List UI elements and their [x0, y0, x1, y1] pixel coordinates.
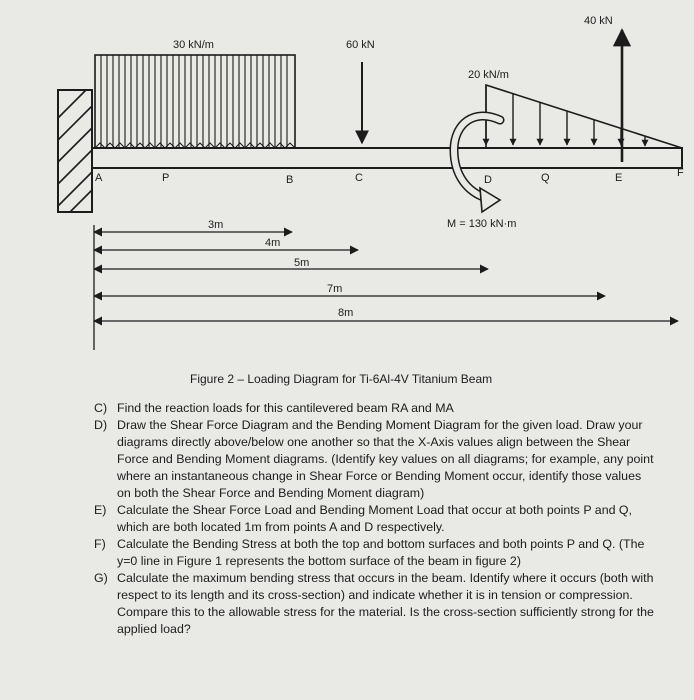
label-point-load-up: 40 kN: [584, 15, 613, 27]
question-text: Find the reaction loads for this cantilevered beam RA and MA: [117, 401, 454, 415]
beam: [92, 148, 682, 168]
label-point-load-down: 60 kN: [346, 39, 375, 51]
point-label-c: C: [355, 172, 363, 184]
question-letter: G): [94, 571, 108, 585]
question-text: Calculate the Bending Stress at both the top and bottom surfaces and both points P and Q. (The y=0 line in Figure 1 represents the bottom surface of the beam in figure 2): [117, 537, 645, 568]
point-label-f: F: [677, 167, 684, 179]
list-item: [94, 536, 654, 570]
question-text: Draw the Shear Force Diagram and the Bending Moment Diagram for the given load. Draw your diagrams directly above/below one another so that the X-Axis values align between the Shear Force and Bending Moment diagrams. (Identify key values on all diagrams; for example, any point where an instantaneous change in Shear Force or Bending Moment occur, identify those values on both the Shear Force and Bending Moment diagram): [117, 418, 654, 500]
list-item: [94, 502, 654, 536]
label-distributed-left: 30 kN/m: [173, 39, 214, 51]
question-letter: D): [94, 418, 108, 432]
point-label-q: Q: [541, 172, 550, 184]
applied-moment-arrow: [454, 116, 500, 212]
dimension-label-5m: 5m: [294, 257, 310, 269]
point-label-p: P: [162, 172, 170, 184]
question-letter: E): [94, 503, 107, 517]
dimension-label-3m: 3m: [208, 219, 224, 231]
distributed-load-uniform: [95, 55, 295, 148]
question-letter: F): [94, 537, 106, 551]
point-label-d: D: [484, 174, 492, 186]
question-list: [94, 400, 654, 638]
label-distributed-right: 20 kN/m: [468, 69, 509, 81]
point-label-b: B: [286, 174, 294, 186]
list-item: [94, 570, 654, 638]
dimension-label-4m: 4m: [265, 237, 281, 249]
list-item: [94, 400, 654, 417]
question-text: Calculate the maximum bending stress that occurs in the beam. Identify where it occurs (both with respect to its length and its cross-section) and indicate whether it is in tension or compression. Compare this to the allowable stress for the material. Is the cross-section sufficiently strong for the applied load?: [117, 571, 654, 636]
dimension-label-8m: 8m: [338, 307, 354, 319]
distributed-load-triangular: [486, 85, 682, 148]
label-moment: M = 130 kN·m: [447, 218, 517, 230]
question-letter: C): [94, 401, 108, 415]
dimension-label-7m: 7m: [327, 283, 343, 295]
fixed-support: [58, 90, 92, 212]
figure-caption: Figure 2 – Loading Diagram for Ti-6Al-4V Titanium Beam: [190, 372, 493, 386]
point-label-a: A: [95, 172, 103, 184]
list-item: [94, 417, 654, 502]
point-label-e: E: [615, 172, 623, 184]
question-text: Calculate the Shear Force Load and Bending Moment Load that occur at both points P and Q, which are both located 1m from points A and D respectively.: [117, 503, 633, 534]
